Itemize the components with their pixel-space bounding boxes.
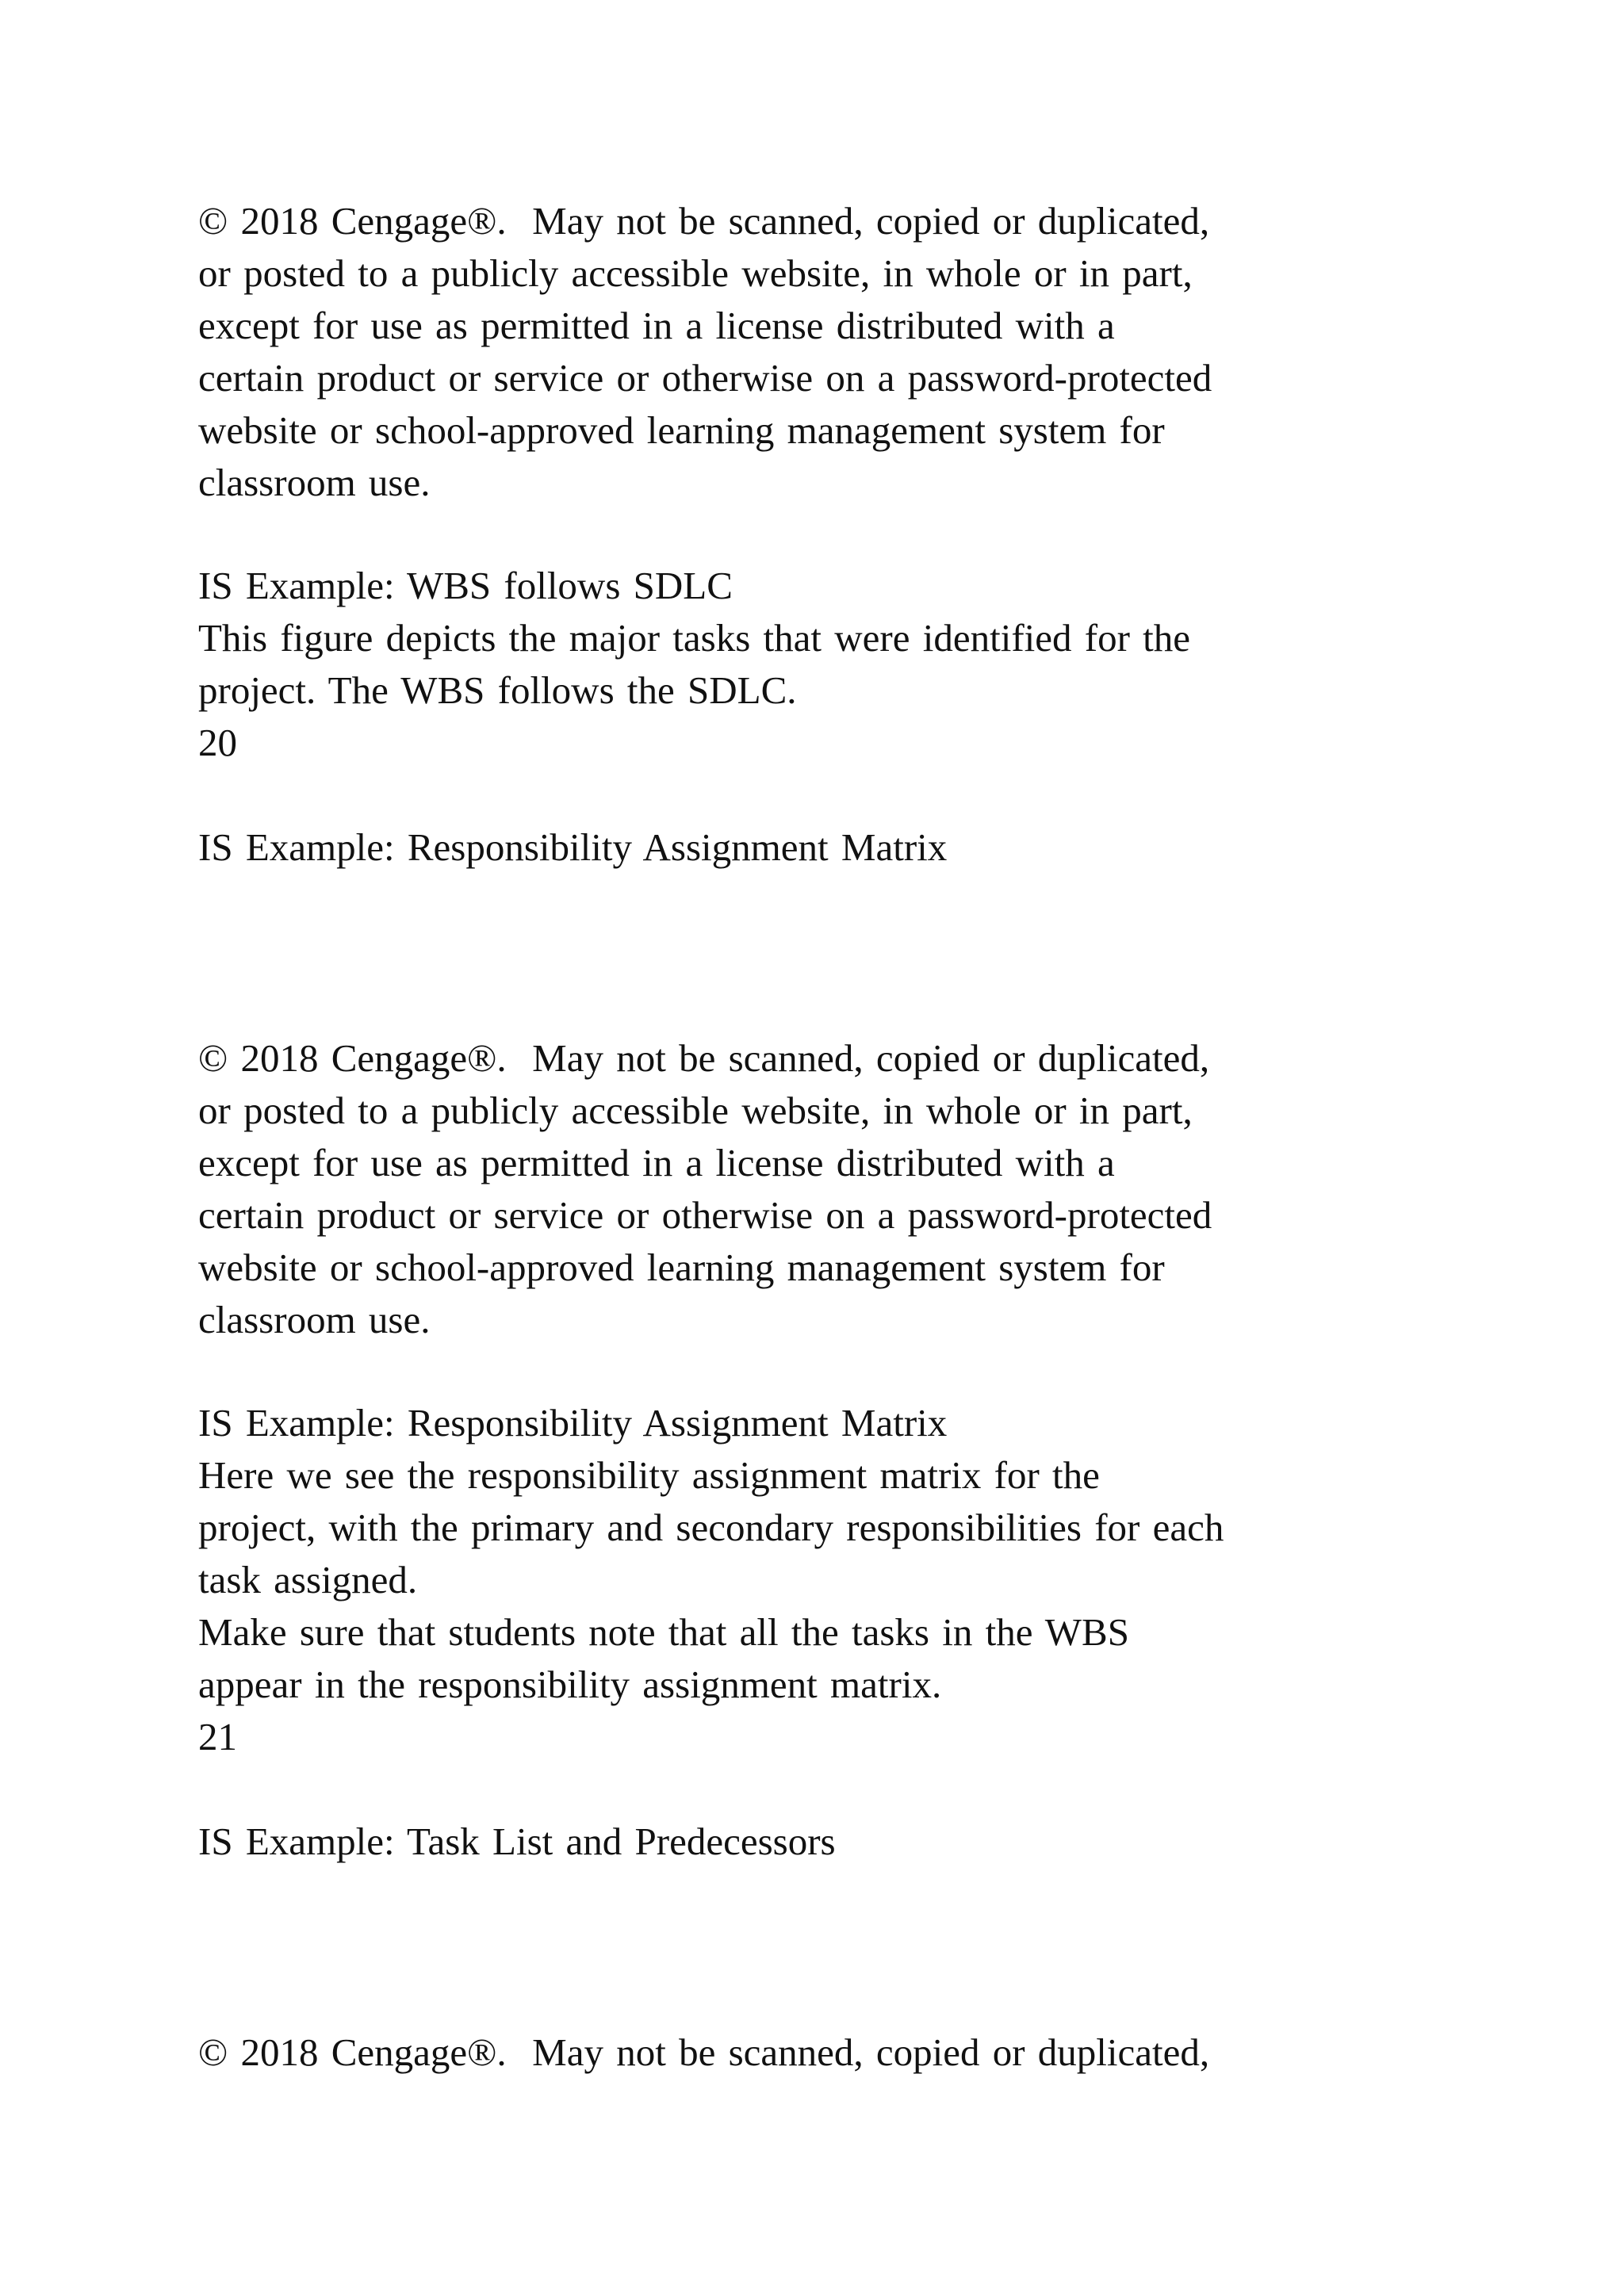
slide-number: 20 bbox=[198, 721, 237, 764]
slide-heading: IS Example: Responsibility Assignment Matrix bbox=[198, 825, 948, 869]
slide-heading: IS Example: WBS follows SDLC bbox=[198, 564, 733, 607]
text-line: This figure depicts the major tasks that were identified for the bbox=[198, 616, 1191, 660]
text-line: except for use as permitted in a license distributed with a bbox=[198, 1141, 1115, 1184]
copyright-notice bbox=[198, 2026, 1546, 2079]
slide-note-wbs bbox=[198, 560, 1546, 769]
slide-heading: IS Example: Responsibility Assignment Matrix bbox=[198, 1401, 948, 1445]
text-line: © 2018 Cengage®. May not be scanned, copied or duplicated, bbox=[198, 2030, 1210, 2074]
text-line: classroom use. bbox=[198, 1298, 431, 1341]
copyright-notice bbox=[198, 195, 1546, 509]
text-line: or posted to a publicly accessible website, in whole or in part, bbox=[198, 251, 1193, 295]
text-line: task assigned. bbox=[198, 1558, 418, 1601]
text-line: classroom use. bbox=[198, 461, 431, 504]
copyright-notice bbox=[198, 1032, 1546, 1346]
slide-title-ram bbox=[198, 821, 1546, 874]
text-line: appear in the responsibility assignment matrix. bbox=[198, 1663, 942, 1706]
text-line: website or school-approved learning management system for bbox=[198, 1246, 1165, 1289]
text-line: project, with the primary and secondary responsibilities for each bbox=[198, 1506, 1224, 1549]
text-line: certain product or service or otherwise on a password-protected bbox=[198, 356, 1212, 400]
text-line: except for use as permitted in a license distributed with a bbox=[198, 304, 1115, 347]
slide-heading: IS Example: Task List and Predecessors bbox=[198, 1820, 836, 1863]
slide-number: 21 bbox=[198, 1715, 237, 1758]
text-line: or posted to a publicly accessible website, in whole or in part, bbox=[198, 1089, 1193, 1132]
text-line: Here we see the responsibility assignment matrix for the bbox=[198, 1453, 1100, 1497]
text-line: certain product or service or otherwise on a password-protected bbox=[198, 1193, 1212, 1237]
text-line: project. The WBS follows the SDLC. bbox=[198, 668, 797, 712]
slide-note-ram bbox=[198, 1397, 1546, 1763]
text-line: website or school-approved learning management system for bbox=[198, 408, 1165, 452]
text-line: © 2018 Cengage®. May not be scanned, copied or duplicated, bbox=[198, 1036, 1210, 1080]
text-line: Make sure that students note that all the tasks in the WBS bbox=[198, 1610, 1129, 1654]
slide-title-task-list bbox=[198, 1816, 1546, 1868]
text-line: © 2018 Cengage®. May not be scanned, copied or duplicated, bbox=[198, 199, 1210, 243]
